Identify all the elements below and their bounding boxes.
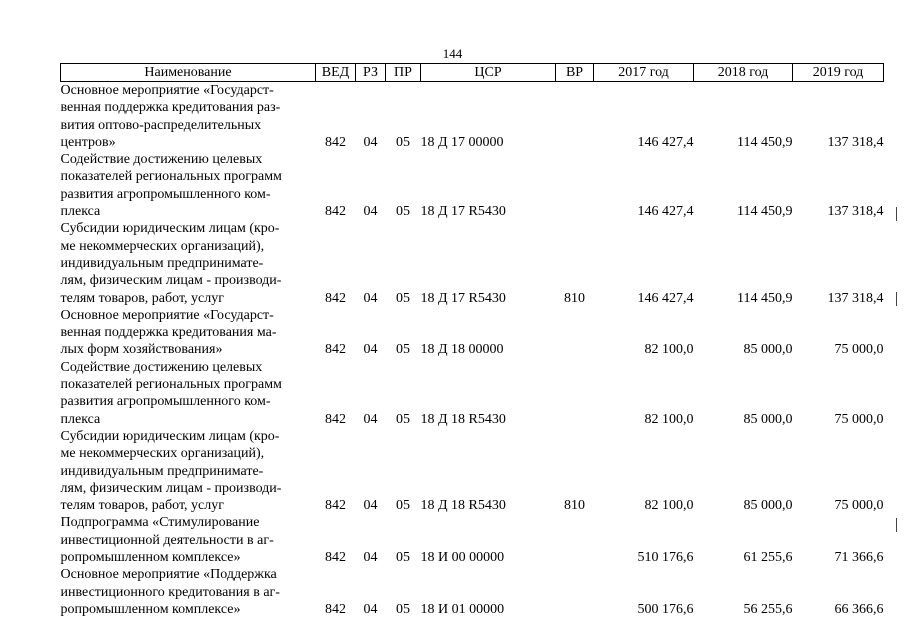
cell-2018: 85 000,0 (743, 411, 793, 427)
header-2017: 2017 год (594, 64, 694, 82)
cell-2017: 510 176,6 (637, 550, 694, 566)
table-row (61, 566, 884, 618)
header-name: Наименование (61, 64, 316, 82)
cell-vr (556, 82, 594, 152)
table-body (61, 82, 884, 619)
name-line: плекса (60, 204, 101, 220)
cell-vr (556, 514, 594, 566)
cell-2017: 146 427,4 (637, 204, 694, 220)
name-line: телям товаров, работ, услуг (60, 498, 224, 514)
name-line: плекса (60, 411, 101, 427)
cell-2018: 114 450,9 (737, 290, 793, 306)
name-line: развития агропромышленного ком- (60, 394, 271, 410)
cell-name (61, 514, 316, 566)
cell-rz: 04 (363, 290, 378, 306)
cell-pr: 05 (396, 498, 410, 514)
cell-csr: 18 Д 17 00000 (420, 134, 504, 150)
cell-pr: 05 (396, 550, 410, 566)
name-line: развития агропромышленного ком- (60, 186, 271, 202)
cell-ved: 842 (325, 550, 346, 566)
cell-vr (556, 151, 594, 220)
table-row (61, 359, 884, 428)
name-line: лям, физическим лицам - производи- (60, 273, 282, 289)
cell-vr (556, 359, 594, 428)
cell-2019: 75 000,0 (834, 498, 884, 514)
name-line: Субсидии юридическим лицам (кро- (60, 221, 280, 237)
cell-rz: 04 (363, 550, 378, 566)
name-line: Содействие достижению целевых (60, 152, 263, 168)
name-line: лям, физическим лицам - производи- (60, 480, 282, 496)
name-line: ме некоммерческих организаций), (60, 446, 265, 462)
cell-csr: 18 И 00 00000 (420, 550, 505, 566)
cell-csr: 18 Д 18 R5430 (420, 498, 506, 514)
cell-name (61, 151, 316, 220)
header-vr: ВР (556, 64, 594, 82)
name-line: ропромышленном комплексе» (60, 601, 241, 617)
cell-ved: 842 (325, 134, 346, 150)
cell-pr: 05 (396, 601, 410, 617)
cell-rz: 04 (363, 498, 378, 514)
cell-rz: 04 (363, 342, 378, 358)
scan-margin-mark (896, 518, 897, 532)
cell-2019: 137 318,4 (827, 134, 884, 150)
cell-rz: 04 (363, 601, 378, 617)
cell-2019: 75 000,0 (834, 411, 884, 427)
header-ved: ВЕД (316, 64, 356, 82)
table-row (61, 220, 884, 306)
cell-ved: 842 (325, 290, 346, 306)
cell-name (61, 220, 316, 306)
name-line: Основное мероприятие «Поддержка (60, 567, 277, 583)
name-line: инвестиционного кредитования в аг- (60, 584, 280, 600)
cell-vr: 810 (564, 498, 585, 514)
cell-2018: 114 450,9 (737, 204, 793, 220)
cell-pr: 05 (396, 342, 410, 358)
cell-vr (556, 566, 594, 618)
cell-rz: 04 (363, 204, 378, 220)
cell-2017: 146 427,4 (637, 290, 694, 306)
name-line: венная поддержка кредитования раз- (60, 100, 281, 116)
name-line: инвестиционной деятельности в аг- (60, 532, 274, 548)
cell-ved: 842 (325, 342, 346, 358)
cell-2019: 66 366,6 (834, 601, 884, 617)
cell-2017: 500 176,6 (637, 601, 694, 617)
cell-ved: 842 (325, 411, 346, 427)
header-pr: ПР (386, 64, 421, 82)
cell-ved: 842 (325, 204, 346, 220)
cell-2019: 137 318,4 (827, 290, 884, 306)
cell-csr: 18 Д 18 R5430 (420, 411, 506, 427)
name-line: ме некоммерческих организаций), (60, 238, 265, 254)
cell-2017: 82 100,0 (644, 342, 694, 358)
scan-margin-mark (896, 292, 897, 306)
name-line: лых форм хозяйствования» (60, 342, 223, 358)
cell-2017: 82 100,0 (644, 411, 694, 427)
name-line: индивидуальным предпринимате- (60, 463, 264, 479)
cell-pr: 05 (396, 134, 410, 150)
cell-2018: 85 000,0 (743, 342, 793, 358)
budget-table (60, 63, 884, 618)
header-rz: РЗ (356, 64, 386, 82)
cell-2017: 82 100,0 (644, 498, 694, 514)
name-line: ропромышленном комплексе» (60, 550, 241, 566)
cell-csr: 18 Д 17 R5430 (420, 290, 506, 306)
name-line: показателей региональных программ (60, 169, 282, 185)
table-header-row (61, 64, 884, 82)
cell-rz: 04 (363, 411, 378, 427)
name-line: индивидуальным предпринимате- (60, 255, 264, 271)
table-row (61, 307, 884, 359)
name-line: Субсидии юридическим лицам (кро- (60, 428, 280, 444)
cell-2018: 85 000,0 (743, 498, 793, 514)
table-row (61, 514, 884, 566)
header-csr: ЦСР (421, 64, 556, 82)
name-line: Основное мероприятие «Государст- (60, 307, 274, 323)
cell-name (61, 359, 316, 428)
scan-margin-mark (896, 207, 897, 221)
cell-name (61, 307, 316, 359)
name-line: Основное мероприятие «Государст- (60, 83, 274, 98)
cell-2018: 61 255,6 (743, 550, 793, 566)
name-line: телям товаров, работ, услуг (60, 290, 224, 306)
table-row (61, 428, 884, 514)
cell-pr: 05 (396, 204, 410, 220)
cell-name (61, 566, 316, 618)
table-row (61, 151, 884, 220)
cell-pr: 05 (396, 411, 410, 427)
cell-2018: 114 450,9 (737, 134, 793, 150)
name-line: Содействие достижению целевых (60, 359, 263, 375)
cell-name (61, 82, 316, 152)
cell-rz: 04 (363, 134, 378, 150)
cell-2019: 75 000,0 (834, 342, 884, 358)
cell-2019: 71 366,6 (834, 550, 884, 566)
page-number: 144 (442, 46, 463, 61)
cell-2017: 146 427,4 (637, 134, 694, 150)
name-line: Подпрограмма «Стимулирование (60, 515, 260, 531)
name-line: вития оптово-распределительных (60, 117, 262, 133)
cell-csr: 18 Д 17 R5430 (420, 204, 506, 220)
cell-vr (556, 307, 594, 359)
name-line: центров» (60, 134, 116, 150)
table-row (61, 82, 884, 152)
header-2018: 2018 год (694, 64, 793, 82)
header-2019: 2019 год (793, 64, 884, 82)
cell-vr: 810 (564, 290, 585, 306)
cell-ved: 842 (325, 498, 346, 514)
cell-2018: 56 255,6 (743, 601, 793, 617)
cell-2019: 137 318,4 (827, 204, 884, 220)
cell-csr: 18 Д 18 00000 (420, 342, 504, 358)
cell-pr: 05 (396, 290, 410, 306)
cell-name (61, 428, 316, 514)
name-line: венная поддержка кредитования ма- (60, 325, 277, 341)
cell-csr: 18 И 01 00000 (420, 601, 505, 617)
name-line: показателей региональных программ (60, 377, 282, 393)
cell-ved: 842 (325, 601, 346, 617)
